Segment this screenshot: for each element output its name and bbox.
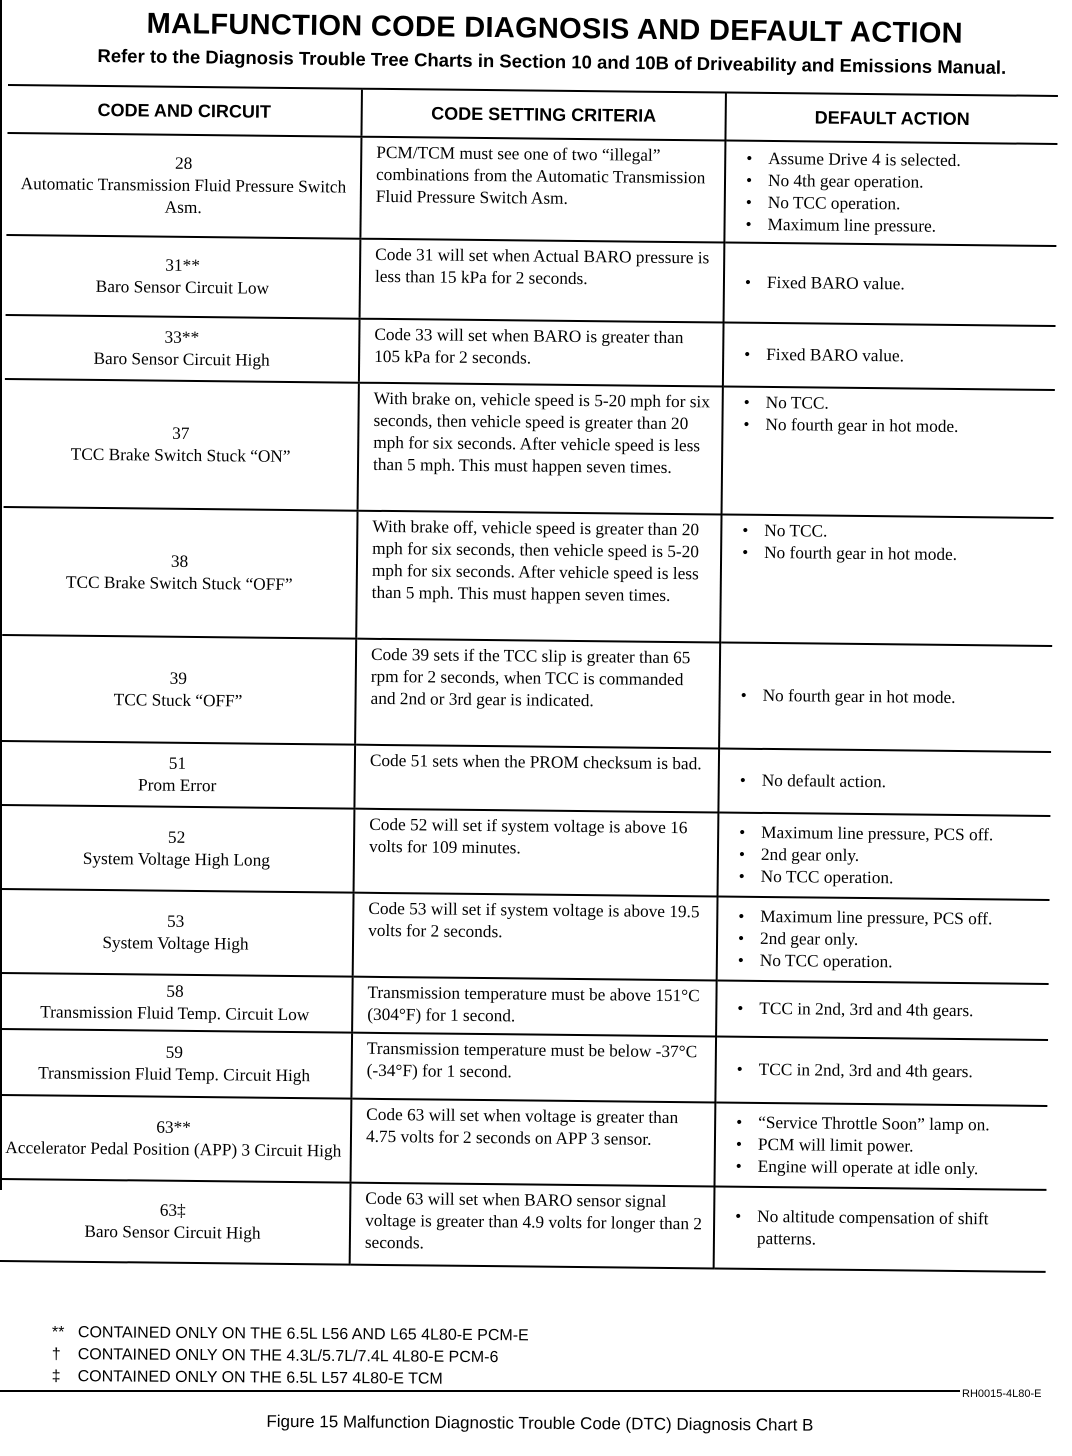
default-action-list — [735, 998, 1038, 1023]
setting-criteria-cell: Code 63 will set when voltage is greater than 4.75 volts for 2 seconds on APP 3 sensor. — [351, 1099, 716, 1187]
code-and-circuit-cell — [5, 315, 360, 383]
code-and-circuit-cell — [2, 507, 357, 639]
setting-criteria-cell: Code 33 will set when BARO is greater than 105 kPa for 2 seconds. — [359, 319, 724, 387]
setting-criteria-cell: Code 53 will set if system voltage is above 19.5 volts for 2 seconds. — [353, 893, 718, 981]
setting-criteria-cell: Code 39 sets if the TCC slip is greater than 65 rpm for 2 seconds, when TCC is commanded and 2nd or 3rd gear is indicated. — [355, 639, 720, 749]
footnote-text: CONTAINED ONLY ON THE 4.3L/5.7L/7.4L 4L80-E PCM-6 — [77, 1346, 499, 1367]
circuit-name: TCC Brake Switch Stuck “OFF” — [65, 572, 293, 595]
code-number: 33** — [164, 327, 200, 348]
circuit-name: System Voltage High Long — [82, 848, 271, 870]
table-row — [0, 1095, 1047, 1190]
table-row — [1, 635, 1052, 752]
circuit-name: TCC Brake Switch Stuck “ON” — [70, 444, 291, 466]
table-row — [5, 315, 1056, 390]
circuit-name: Accelerator Pedal Position (APP) 3 Circuit High — [5, 1138, 342, 1161]
code-and-circuit-cell — [0, 1179, 351, 1265]
default-action-item: • 2nd gear only. — [736, 928, 1039, 953]
circuit-name: Baro Sensor Circuit High — [93, 348, 270, 370]
table-row — [0, 805, 1050, 900]
setting-criteria-cell: Code 63 will set when BARO sensor signal voltage is greater than 4.9 volts for longer than 2 seconds. — [350, 1183, 715, 1269]
default-action-cell — [718, 748, 1051, 815]
code-number: 53 — [167, 911, 185, 931]
default-action-item: • Maximum line pressure. — [743, 214, 1046, 239]
table-row — [6, 133, 1057, 246]
code-and-circuit-cell — [0, 1095, 351, 1183]
code-and-circuit-cell — [6, 133, 361, 239]
setting-criteria-cell: With brake on, vehicle speed is 5-20 mph for six seconds, then vehicle speed is greater than 20 mph for six seconds. After vehicle speed is less than 5 mph. This must happen seven times. — [358, 383, 723, 515]
default-action-list — [737, 822, 1041, 891]
circuit-name: Automatic Transmission Fluid Pressure Switch Asm. — [20, 174, 347, 218]
code-and-circuit-cell — [0, 889, 354, 977]
default-action-item: • No altitude compensation of shift patterns. — [733, 1206, 1036, 1253]
default-action-cell — [719, 642, 1052, 751]
default-action-item: • Fixed BARO value. — [743, 272, 1046, 297]
reference-code: RH0015-4L80-E — [962, 1388, 1042, 1400]
default-action-item: • No 4th gear operation. — [744, 170, 1047, 195]
footnote-symbol: ** — [51, 1324, 65, 1342]
table-row — [4, 379, 1055, 518]
bottom-rule — [0, 1390, 960, 1392]
setting-criteria-cell: With brake off, vehicle speed is greater than 20 mph for six seconds, then vehicle speed is 5-20 mph for six seconds. After vehicle speed is less than 5 mph. This must happen seven times. — [356, 511, 721, 643]
default-action-cell — [724, 243, 1057, 326]
table-body — [0, 133, 1057, 1272]
default-action-item: • 2nd gear only. — [737, 844, 1040, 869]
default-action-list — [735, 1059, 1038, 1084]
default-action-cell — [714, 1186, 1047, 1271]
setting-criteria-cell: Transmission temperature must be below -37°C (-34°F) for 1 second. — [351, 1033, 716, 1103]
page-subtitle: Refer to the Diagnosis Trouble Tree Charts in Section 10 and 10B of Driveability and Emissions Manual. — [97, 44, 1007, 78]
setting-criteria-cell: Code 51 sets when the PROM checksum is bad. — [354, 745, 719, 813]
default-action-list — [733, 1206, 1036, 1253]
default-action-cell — [723, 323, 1056, 390]
dtc-table-wrapper — [0, 84, 1068, 1273]
default-action-cell — [720, 514, 1053, 645]
code-number: 51 — [168, 753, 187, 773]
column-header-criteria: CODE SETTING CRITERIA — [361, 89, 725, 141]
column-header-action: DEFAULT ACTION — [725, 93, 1057, 144]
default-action-item: • Fixed BARO value. — [742, 344, 1045, 369]
table-row — [0, 1179, 1046, 1272]
setting-criteria-cell: Code 31 will set when Actual BARO pressure is less than 15 kPa for 2 seconds. — [360, 239, 725, 323]
default-action-item: • No TCC. — [740, 520, 1043, 545]
code-and-circuit-cell — [0, 741, 355, 809]
footnote-text: CONTAINED ONLY ON THE 6.5L L57 4L80-E TCM — [77, 1368, 443, 1388]
default-action-cell — [718, 812, 1051, 899]
code-number: 37 — [172, 423, 190, 443]
default-action-list — [741, 392, 1044, 439]
default-action-cell — [722, 387, 1055, 518]
default-action-item: • No fourth gear in hot mode. — [741, 414, 1044, 439]
code-number: 52 — [167, 827, 186, 847]
dtc-table — [0, 84, 1058, 1273]
circuit-name: System Voltage High — [102, 933, 249, 954]
default-action-cell — [724, 141, 1057, 246]
code-and-circuit-cell — [4, 379, 359, 511]
default-action-cell — [714, 1102, 1047, 1189]
default-action-item: • No fourth gear in hot mode. — [739, 685, 1042, 710]
table-row — [0, 889, 1050, 984]
default-action-list — [739, 685, 1042, 710]
footnote-symbol: ‡ — [51, 1367, 61, 1386]
default-action-item: • No TCC operation. — [736, 950, 1039, 975]
code-and-circuit-cell — [0, 805, 354, 893]
table-row — [6, 235, 1057, 326]
table-row — [0, 741, 1051, 816]
default-action-list — [736, 906, 1040, 975]
code-number: 31** — [165, 255, 200, 276]
default-action-item: • No TCC operation. — [737, 866, 1040, 891]
setting-criteria-cell: Transmission temperature must be above 151°C (304°F) for 1 second. — [352, 977, 717, 1037]
default-action-cell — [715, 1036, 1048, 1105]
default-action-list — [743, 272, 1046, 297]
default-action-item: • Maximum line pressure, PCS off. — [736, 906, 1039, 931]
code-number: 38 — [170, 551, 189, 571]
circuit-name: TCC Stuck “OFF” — [113, 690, 243, 711]
code-and-circuit-cell — [1, 635, 356, 745]
setting-criteria-cell: PCM/TCM must see one of two “illegal” combinations from the Automatic Transmission Fluid Pressure Switch Asm. — [360, 137, 725, 243]
default-action-list — [743, 148, 1047, 239]
page-title: MALFUNCTION CODE DIAGNOSIS AND DEFAULT ACTION — [146, 7, 964, 50]
footnote-text: CONTAINED ONLY ON THE 6.5L L56 AND L65 4L80-E PCM-E — [77, 1324, 529, 1345]
code-number: 39 — [169, 668, 188, 688]
default-action-list — [734, 1112, 1038, 1181]
default-action-item: • No TCC. — [742, 392, 1045, 417]
circuit-name: Baro Sensor Circuit Low — [95, 276, 270, 298]
code-number: 63** — [156, 1117, 191, 1137]
code-number: 63‡ — [159, 1200, 186, 1220]
code-number: 58 — [166, 981, 184, 1001]
code-and-circuit-cell — [0, 973, 353, 1033]
footnote-symbol: † — [51, 1345, 61, 1364]
default-action-list — [742, 344, 1045, 369]
default-action-item: • Engine will operate at idle only. — [734, 1156, 1037, 1181]
default-action-cell — [716, 980, 1049, 1039]
code-number: 59 — [165, 1042, 184, 1062]
default-action-item: • PCM will limit power. — [734, 1134, 1037, 1159]
default-action-item: • “Service Throttle Soon” lamp on. — [734, 1112, 1037, 1137]
default-action-cell — [717, 896, 1050, 983]
setting-criteria-cell: Code 52 will set if system voltage is above 16 volts for 109 minutes. — [354, 809, 719, 897]
default-action-item: • No default action. — [738, 770, 1041, 795]
default-action-item: • TCC in 2nd, 3rd and 4th gears. — [735, 1059, 1038, 1084]
code-and-circuit-cell — [0, 1029, 352, 1099]
default-action-item: • TCC in 2nd, 3rd and 4th gears. — [735, 998, 1038, 1023]
table-row — [0, 1029, 1048, 1106]
default-action-item: • No TCC operation. — [744, 192, 1047, 217]
circuit-name: Baro Sensor Circuit High — [84, 1221, 261, 1243]
default-action-list — [738, 770, 1041, 795]
circuit-name: Transmission Fluid Temp. Circuit High — [38, 1063, 311, 1086]
code-and-circuit-cell — [6, 235, 361, 319]
default-action-list — [740, 520, 1043, 567]
code-number: 28 — [174, 153, 193, 173]
circuit-name: Transmission Fluid Temp. Circuit Low — [40, 1002, 310, 1025]
default-action-item: • Maximum line pressure, PCS off. — [737, 822, 1040, 847]
default-action-item: • No fourth gear in hot mode. — [740, 542, 1043, 567]
column-header-code: CODE AND CIRCUIT — [7, 85, 361, 137]
figure-caption: Figure 15 Malfunction Diagnostic Trouble Code (DTC) Diagnosis Chart B — [266, 1411, 814, 1435]
circuit-name: Prom Error — [137, 775, 217, 796]
footnotes — [52, 1322, 852, 1394]
default-action-item: • Assume Drive 4 is selected. — [744, 148, 1047, 173]
table-row — [2, 507, 1053, 646]
